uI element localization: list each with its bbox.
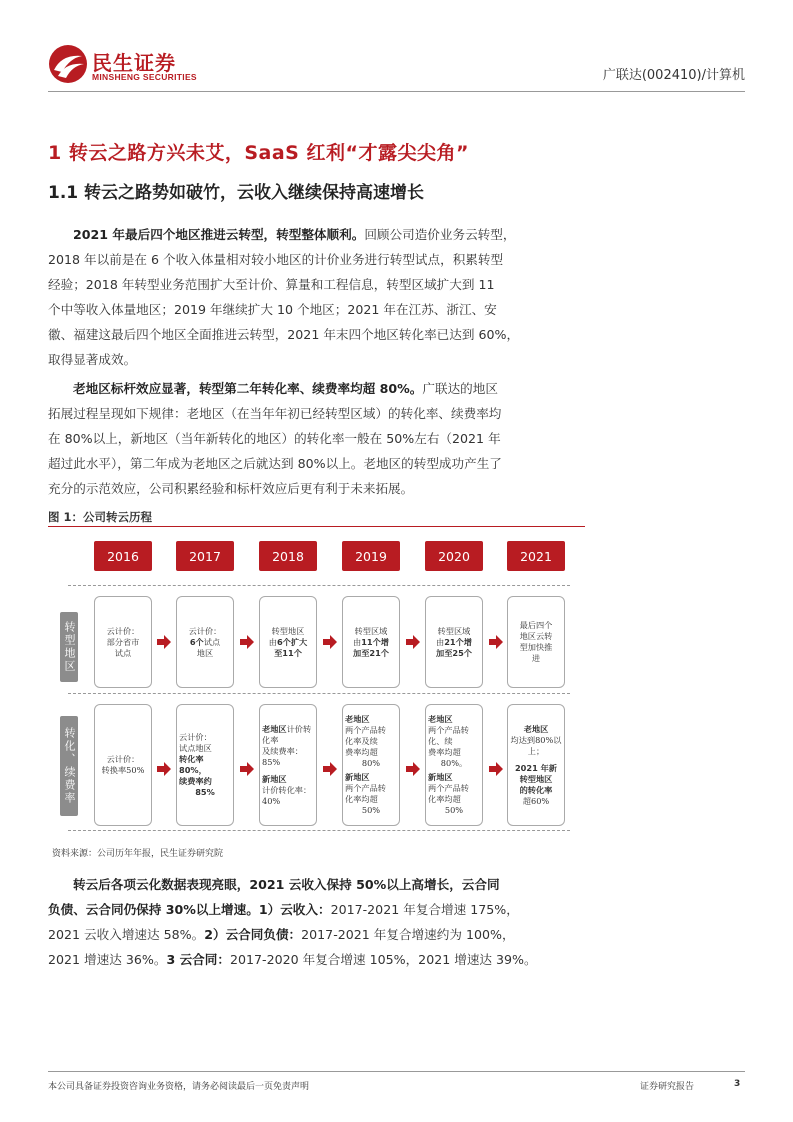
box-text: 云计价： xyxy=(179,732,212,742)
logo-cn: 民生证券 xyxy=(92,51,176,75)
footer-disclaimer: 本公司具备证券投资咨询业务资格，请务必阅读最后一页免责声明 xyxy=(48,1082,310,1092)
box-text: 化率均超 xyxy=(428,794,461,804)
rate-box-2021 xyxy=(507,704,565,826)
page-header xyxy=(48,40,745,92)
rate-box-2017 xyxy=(176,704,234,826)
box-bold: 6个扩大 xyxy=(276,636,308,647)
box-bold: 85% xyxy=(195,787,215,797)
paragraph-2 xyxy=(48,376,745,501)
box-text: 85% xyxy=(262,756,281,767)
p1-line-5: 徽、福建这最后四个地区全面推进云转型，2021 年末四个地区转化率已达到 60%， xyxy=(48,327,520,342)
p3-text: 2017-2021 年复合增速约为 100%， xyxy=(301,927,515,942)
p3-text: 2017-2021 年复合增速 175%， xyxy=(330,902,519,917)
figure-source: 资料来源：公司历年年报，民生证券研究院 xyxy=(52,849,224,859)
box-text: 云计价： xyxy=(106,625,140,636)
box-text: 地区 xyxy=(196,647,214,658)
p3-line-1 xyxy=(48,872,745,897)
box-text: 试点 xyxy=(203,636,221,647)
box-text: 50% xyxy=(361,805,381,815)
box-text xyxy=(345,772,397,783)
box-bold: 转化率80%， xyxy=(179,754,207,775)
p1-line-4: 个中等收入体量地区；2019 年继续扩大 10 个地区；2021 年在江苏、浙江、安 xyxy=(48,302,497,317)
region-box-2020 xyxy=(425,596,483,688)
box-text: 费率均超 xyxy=(345,747,378,757)
box-text xyxy=(345,714,397,725)
box-bold: 老地区 xyxy=(523,723,549,734)
box-bold: 加至25个 xyxy=(436,647,472,658)
box-text: 转型区域 xyxy=(437,625,471,636)
year-2019: 2019 xyxy=(342,541,400,571)
box-text: 上； xyxy=(527,745,545,756)
box-bold: 续费率约 xyxy=(179,776,212,786)
box-text: 转型区域 xyxy=(354,625,388,636)
rate-box-2020 xyxy=(425,704,483,826)
p3-line-3 xyxy=(48,922,745,947)
box-text: 转换率50% xyxy=(101,765,145,775)
box-text: 两个产品转 xyxy=(428,725,469,735)
box-bold: 转型地区 xyxy=(519,773,553,784)
footer-report-type: 证券研究报告 xyxy=(640,1082,695,1092)
logo-mark-icon xyxy=(48,44,88,84)
p3-text: 2021 增速达 36%。 xyxy=(48,952,167,967)
rate-box-2018 xyxy=(259,704,317,826)
p3-bold: 转云后各项云化数据表现亮眼，2021 云收入保持 50%以上高增长，云合同 xyxy=(73,877,500,892)
brand-logo xyxy=(48,42,228,86)
p3-bold: 3 云合同： xyxy=(166,952,230,967)
box-text: 化、续 xyxy=(428,736,453,746)
region-box-2017 xyxy=(176,596,234,688)
p3-bold: 2）云合同负债： xyxy=(204,927,302,942)
box-text: 由 xyxy=(436,636,445,647)
paragraph-1 xyxy=(48,222,745,372)
box-text: 40% xyxy=(262,795,281,806)
region-box-2019 xyxy=(342,596,400,688)
region-box-2021 xyxy=(507,596,565,688)
arrow-right-icon xyxy=(489,635,503,649)
logo-en: MINSHENG SECURITIES xyxy=(92,72,197,82)
box-text: 80%。 xyxy=(440,758,468,768)
box-bold: 老地区 xyxy=(262,723,287,734)
p3-line-2 xyxy=(48,897,745,922)
arrow-right-icon xyxy=(157,635,171,649)
box-text: 80% xyxy=(361,758,381,768)
box-text xyxy=(269,637,307,648)
p2-text: 广联达的地区 xyxy=(422,381,498,396)
p2-line-2: 拓展过程呈现如下规律：老地区（在当年年初已经转型区域）的转化率、续费率均 xyxy=(48,406,502,421)
arrow-right-icon xyxy=(489,762,503,776)
box-bold: 新地区 xyxy=(345,772,370,782)
p2-bold: 老地区标杆效应显著，转型第二年转化率、续费率均超 80%。 xyxy=(73,381,423,396)
box-bold: 新地区 xyxy=(262,773,287,784)
region-box-2018 xyxy=(259,596,317,688)
box-bold: 的转化率 xyxy=(519,784,553,795)
box-text: 两个产品转 xyxy=(428,783,469,793)
rate-box-2019 xyxy=(342,704,400,826)
p3-text: 2021 云收入增速达 58%。 xyxy=(48,927,205,942)
section-heading: 1 转云之路方兴未艾，SaaS 红利“才露尖尖角” xyxy=(48,142,469,164)
box-text xyxy=(428,714,480,725)
box-text: 试点 xyxy=(114,647,132,658)
paragraph-3 xyxy=(48,872,745,972)
box-text: 转型地区 xyxy=(271,625,305,636)
figure-divider xyxy=(48,526,585,527)
box-text xyxy=(353,637,389,648)
p1-line-1 xyxy=(48,222,745,247)
p1-line-2: 2018 年以前是在 6 个收入体量相对较小地区的计价业务进行转型试点，积累转型 xyxy=(48,252,504,267)
box-bold: 老地区 xyxy=(345,714,370,724)
box-text: 计价转化率 xyxy=(262,723,312,745)
subsection-heading: 1.1 转云之路势如破竹，云收入继续保持高速增长 xyxy=(48,183,425,203)
box-text: 化率均超 xyxy=(345,794,378,804)
arrow-right-icon xyxy=(240,762,254,776)
p1-text: 回顾公司造价业务云转型， xyxy=(364,227,516,242)
box-text: 均达到80%以 xyxy=(510,734,562,745)
arrow-right-icon xyxy=(240,635,254,649)
arrow-right-icon xyxy=(323,635,337,649)
box-text xyxy=(262,774,314,785)
page-number: 3 xyxy=(734,1079,741,1089)
box-text xyxy=(436,637,472,648)
arrow-right-icon xyxy=(157,762,171,776)
p1-line-3: 经验；2018 年转型业务范围扩大至计价、算量和工程信息，转型区域扩大到 11 xyxy=(48,277,495,292)
stock-ticker: 广联达(002410)/计算机 xyxy=(602,68,745,83)
box-text: 两个产品转 xyxy=(345,783,386,793)
p2-line-3: 在 80%以上，新地区（当年新转化的地区）的转化率一般在 50%左右（2021 年 xyxy=(48,431,501,446)
p1-line-6: 取得显著成效。 xyxy=(48,352,137,367)
footer-divider xyxy=(48,1071,745,1072)
box-text: 型加快推 xyxy=(519,642,553,652)
box-bold: 21个增 xyxy=(444,636,472,647)
arrow-right-icon xyxy=(406,635,420,649)
p2-line-5: 充分的示范效应，公司积累经验和标杆效应后更有利于未来拓展。 xyxy=(48,481,414,496)
box-text: 云计价： xyxy=(106,754,140,764)
box-text: 云计价： xyxy=(188,625,222,636)
year-2016: 2016 xyxy=(94,541,152,571)
box-text: 计价转化率： xyxy=(262,784,312,795)
box-bold: 至11个 xyxy=(274,647,302,658)
box-text: 进 xyxy=(531,653,541,663)
p1-bold: 2021 年最后四个地区推进云转型，转型整体顺利。 xyxy=(73,227,365,242)
p2-line-1 xyxy=(48,376,745,401)
box-text: 两个产品转 xyxy=(345,725,386,735)
box-text xyxy=(190,637,220,648)
figure-title: 图 1：公司转云历程 xyxy=(48,510,153,524)
box-text: 由 xyxy=(353,636,362,647)
dashed-line xyxy=(68,830,570,831)
arrow-right-icon xyxy=(406,762,420,776)
box-text xyxy=(262,724,314,746)
year-2017: 2017 xyxy=(176,541,234,571)
box-text: 化率及续 xyxy=(345,736,378,746)
box-text: 50% xyxy=(444,805,464,815)
box-text: 最后四个 xyxy=(519,620,553,630)
box-text: 费率均超 xyxy=(428,747,461,757)
box-bold: 2021 年新 xyxy=(514,762,557,773)
box-text: 及续费率： xyxy=(262,745,303,756)
dashed-line xyxy=(68,585,570,586)
p3-line-4 xyxy=(48,947,745,972)
year-2018: 2018 xyxy=(259,541,317,571)
box-text: 地区云转 xyxy=(519,631,553,641)
box-text: 部分省市 xyxy=(106,636,140,647)
arrow-right-icon xyxy=(323,762,337,776)
box-bold: 11个增 xyxy=(361,636,389,647)
box-bold: 加至21个 xyxy=(353,647,389,658)
box-text xyxy=(428,772,480,783)
p3-text: 2017-2020 年复合增速 105%，2021 增速达 39%。 xyxy=(229,952,537,967)
year-2021: 2021 xyxy=(507,541,565,571)
box-bold: 老地区 xyxy=(428,714,453,724)
box-bold: 6个 xyxy=(189,636,204,647)
box-text: 试点地区 xyxy=(179,743,212,753)
rate-box-2016 xyxy=(94,704,152,826)
region-box-2016 xyxy=(94,596,152,688)
box-text: 由 xyxy=(268,636,277,647)
row-label-rates: 转化、续费率 xyxy=(60,716,78,816)
p3-bold: 负债、云合同仍保持 30%以上增速。1）云收入： xyxy=(48,902,331,917)
dashed-line xyxy=(68,693,570,694)
box-text: 超60% xyxy=(522,795,550,806)
year-2020: 2020 xyxy=(425,541,483,571)
p2-line-4: 超过此水平），第二年成为老地区之后就达到 80%以上。老地区的转型成功产生了 xyxy=(48,456,502,471)
box-bold: 新地区 xyxy=(428,772,453,782)
row-label-regions: 转型地区 xyxy=(60,612,78,682)
